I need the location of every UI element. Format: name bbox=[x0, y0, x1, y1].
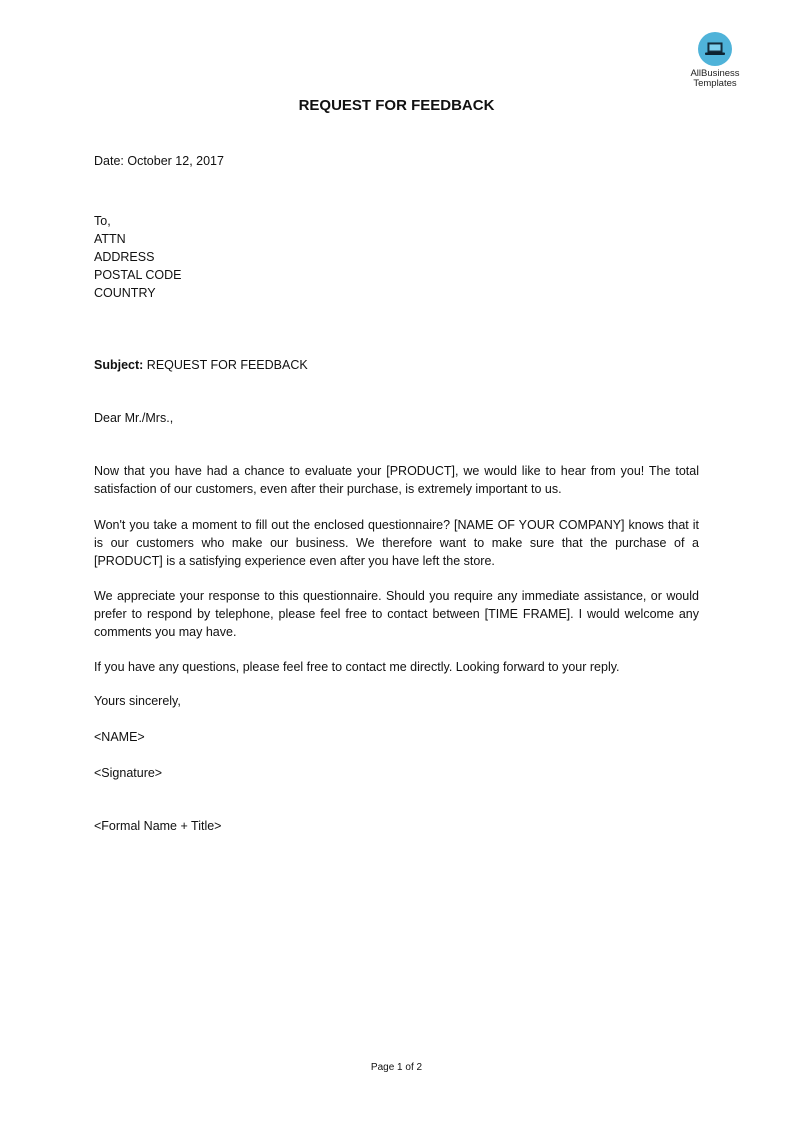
subject-label: Subject: bbox=[94, 358, 144, 372]
address-line-attn: ATTN bbox=[94, 232, 126, 246]
paragraph-3: We appreciate your response to this questionnaire. Should you require any immediate assistance, or would prefer to respond by telephone, please feel free to contact between [TIME FRAME]. I would welcome any comments you may have. bbox=[94, 589, 699, 639]
salutation: Dear Mr./Mrs., bbox=[94, 411, 174, 425]
subject-line bbox=[94, 356, 308, 374]
name-placeholder: <NAME> bbox=[94, 730, 145, 744]
date-line: Date: October 12, 2017 bbox=[94, 154, 224, 168]
signature-placeholder: <Signature> bbox=[94, 766, 163, 780]
address-line-to: To, bbox=[94, 214, 111, 228]
formal-name-placeholder: <Formal Name + Title> bbox=[94, 819, 222, 833]
address-line-postal-code: POSTAL CODE bbox=[94, 268, 182, 282]
laptop-icon bbox=[698, 32, 732, 66]
paragraph-4: If you have any questions, please feel free to contact me directly. Looking forward to your reply. bbox=[94, 660, 620, 674]
paragraph-2: Won't you take a moment to fill out the enclosed questionnaire? [NAME OF YOUR COMPANY] knows that it is our customers who make our business. We therefore want to make sure that the purchase of a [PRODUCT] is a satisfying experience even after you have left the store. bbox=[94, 518, 699, 568]
subject-value: REQUEST FOR FEEDBACK bbox=[146, 358, 308, 372]
logo-text-line1: AllBusiness bbox=[690, 68, 740, 79]
document-title: REQUEST FOR FEEDBACK bbox=[298, 97, 495, 114]
closing: Yours sincerely, bbox=[94, 694, 181, 708]
address-line-country: COUNTRY bbox=[94, 286, 156, 300]
address-line-address: ADDRESS bbox=[94, 250, 155, 264]
paragraph-1: Now that you have had a chance to evaluate your [PRODUCT], we would like to hear from you! The total satisfaction of our customers, even after their purchase, is extremely important to us. bbox=[94, 464, 699, 496]
logo-text-line2: Templates bbox=[693, 78, 737, 89]
page-number: Page 1 of 2 bbox=[370, 1062, 423, 1073]
brand-logo bbox=[680, 32, 750, 89]
